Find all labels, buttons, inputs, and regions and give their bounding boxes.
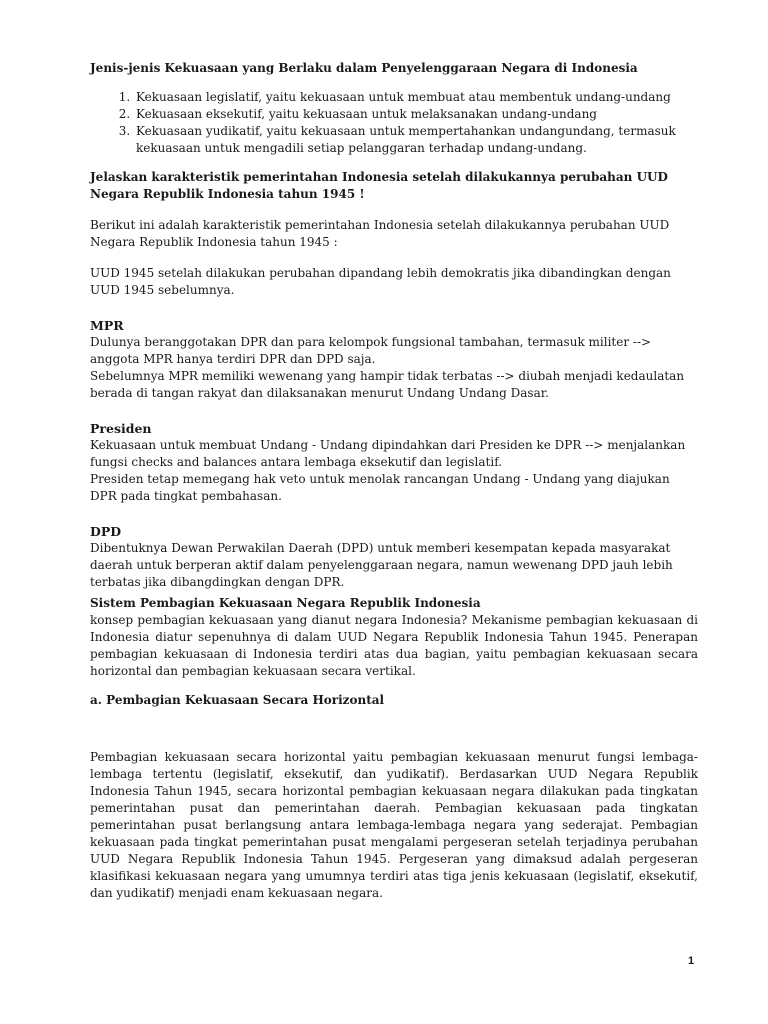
mpr-line-2: Sebelumnya MPR memiliki wewenang yang hampir tidak terbatas --> diubah menjadi kedaulatan berada di tangan rakyat dan dilaksanakan menurut Undang Undang Dasar.	[90, 369, 685, 400]
list-item: 3. Kekuasaan yudikatif, yaitu kekuasaan untuk mempertahankan undangundang, termasuk kekuasaan untuk mengadili setiap pelanggaran terhadap undang-undang.	[134, 123, 698, 157]
mpr-line-1: Dulunya beranggotakan DPR dan para kelompok fungsional tambahan, termasuk militer --> anggota MPR hanya terdiri DPR dan DPD saja.	[90, 335, 652, 366]
document-page	[90, 60, 698, 902]
presiden-line-2: Presiden tetap memegang hak veto untuk menolak rancangan Undang - Undang yang diajukan DPR pada tingkat pembahasan.	[90, 472, 670, 503]
system-body: konsep pembagian kekuasaan yang dianut negara Indonesia? Mekanisme pembagian kekuasaan di Indonesia diatur sepenuhnya di dalam UUD Negara Republik Indonesia Tahun 1945. Penerapan pembagian kekuasaan di Indonesia terdiri atas dua bagian, yaitu pembagian kekuasaan secara horizontal dan pembagian kekuasaan secara vertikal.	[90, 613, 698, 678]
page-number: 1	[688, 955, 695, 967]
summary-paragraph: UUD 1945 setelah dilakukan perubahan dipandang lebih demokratis jika dibandingkan dengan UUD 1945 sebelumnya.	[90, 266, 671, 297]
intro-paragraph: Berikut ini adalah karakteristik pemerintahan Indonesia setelah dilakukannya perubahan UUD Negara Republik Indonesia tahun 1945 :	[90, 218, 670, 249]
horizontal-title: a. Pembagian Kekuasaan Secara Horizontal	[90, 693, 385, 707]
presiden-title: Presiden	[90, 421, 152, 436]
mpr-title: MPR	[90, 318, 124, 333]
system-title: Sistem Pembagian Kekuasaan Negara Republik Indonesia	[90, 596, 481, 610]
list-item: 1. Kekuasaan legislatif, yaitu kekuasaan untuk membuat atau membentuk undang-undang	[134, 89, 698, 106]
powers-list	[90, 89, 698, 157]
question-text: Jelaskan karakteristik pemerintahan Indonesia setelah dilakukannya perubahan UUD Negara Republik Indonesia tahun 1945 !	[90, 170, 668, 201]
presiden-line-1: Kekuasaan untuk membuat Undang - Undang dipindahkan dari Presiden ke DPR --> menjalankan fungsi checks and balances antara lembaga eksekutif dan legislatif.	[90, 438, 686, 469]
dpd-title: DPD	[90, 524, 122, 539]
document-heading: Jenis-jenis Kekuasaan yang Berlaku dalam Penyelenggaraan Negara di Indonesia	[90, 61, 638, 75]
list-item: 2. Kekuasaan eksekutif, yaitu kekuasaan untuk melaksanakan undang-undang	[134, 106, 698, 123]
dpd-line-1: Dibentuknya Dewan Perwakilan Daerah (DPD) untuk memberi kesempatan kepada masyarakat daerah untuk berperan aktif dalam penyelenggaraan negara, namun wewenang DPD jauh lebih terbatas jika dibangdingkan dengan DPR.	[90, 541, 673, 589]
horizontal-body: Pembagian kekuasaan secara horizontal yaitu pembagian kekuasaan menurut fungsi lembaga-lembaga tertentu (legislatif, eksekutif, dan yudikatif). Berdasarkan UUD Negara Republik Indonesia Tahun 1945, secara horizontal pembagian kekuasaan negara dilakukan pada tingkatan pemerintahan pusat dan pemerintahan daerah. Pembagian kekuasaan pada tingkatan pemerintahan pusat berlangsung antara lembaga-lembaga negara yang sederajat. Pembagian kekuasaan pada tingkat pemerintahan pusat mengalami pergeseran setelah terjadinya perubahan UUD Negara Republik Indonesia Tahun 1945. Pergeseran yang dimaksud adalah pergeseran klasifikasi kekuasaan negara yang umumnya terdiri atas tiga jenis kekuasaan (legislatif, eksekutif, dan yudikatif) menjadi enam kekuasaan negara.	[90, 750, 698, 900]
